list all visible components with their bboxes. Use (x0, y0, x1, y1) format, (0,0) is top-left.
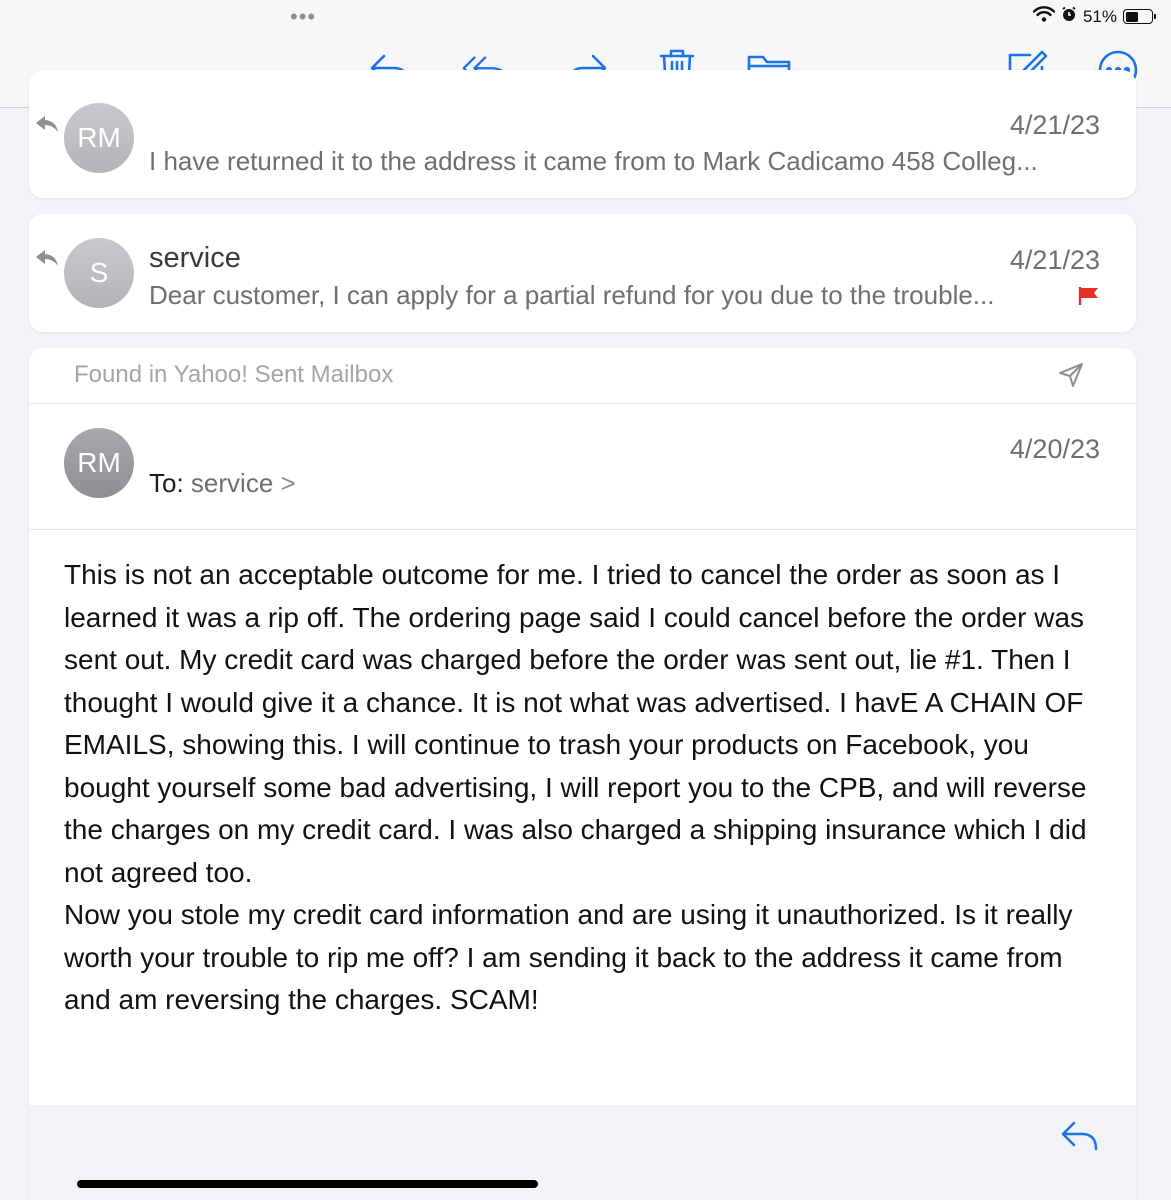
message-date: 4/20/23 (1009, 434, 1100, 464)
avatar: RM (64, 103, 134, 173)
message-date: 4/21/23 (1009, 110, 1100, 140)
recipient-line[interactable] (149, 468, 296, 499)
to-label: To: (149, 468, 184, 498)
found-in-label: Found in Yahoo! Sent Mailbox (74, 361, 394, 388)
avatar: S (64, 238, 134, 308)
message-preview: Dear customer, I can apply for a partial refund for you due to the trouble... (149, 280, 995, 310)
reply-icon (1060, 1119, 1100, 1153)
battery-icon (1123, 9, 1153, 24)
open-message (29, 348, 1136, 1200)
body-paragraph: Now you stole my credit card information and are using it unauthorized. Is it really worth your trouble to rip me off? I am sending it back to the address it came from and am reversing the charges. SCAM! (64, 899, 1073, 1015)
found-in-banner (29, 348, 1136, 404)
message-row[interactable] (29, 214, 1136, 332)
message-body (64, 554, 1114, 1022)
sender-name: service (149, 242, 241, 274)
chevron-right-icon: > (280, 468, 296, 498)
message-date: 4/21/23 (1009, 245, 1100, 275)
wifi-icon (1033, 6, 1055, 27)
message-row[interactable] (29, 70, 1136, 198)
replied-icon (35, 248, 59, 273)
replied-icon (35, 114, 59, 139)
message-preview: I have returned it to the address it came from to Mark Cadicamo 458 Colleg... (149, 146, 1038, 176)
recipient-name[interactable]: service (190, 468, 274, 498)
status-indicators (1033, 6, 1153, 27)
status-bar (0, 0, 1171, 36)
avatar: RM (64, 428, 134, 498)
alarm-icon (1061, 6, 1077, 27)
home-indicator[interactable] (77, 1180, 538, 1188)
footer-reply-button[interactable] (1060, 1119, 1100, 1158)
message-header (29, 404, 1136, 530)
body-paragraph: This is not an acceptable outcome for me. I tried to cancel the order as soon as I learned it was a rip off. The ordering page said I could cancel before the order was sent out. My credit card was charged before the order was sent out, lie #1. Then I thought I would give it a chance. It is not what was advertised. I havE A CHAIN OF EMAILS, showing this. I will continue to trash your products on Facebook, you bought yourself some bad advertising, I will report you to the CPB, and will reverse the charges on my credit card. I was also charged a shipping insurance which I did not agreed too. (64, 559, 1087, 888)
battery-percent: 51% (1082, 6, 1117, 26)
multitasking-dots-icon[interactable]: ••• (290, 4, 317, 29)
flag-icon (1078, 286, 1100, 311)
sent-icon (1058, 362, 1084, 393)
